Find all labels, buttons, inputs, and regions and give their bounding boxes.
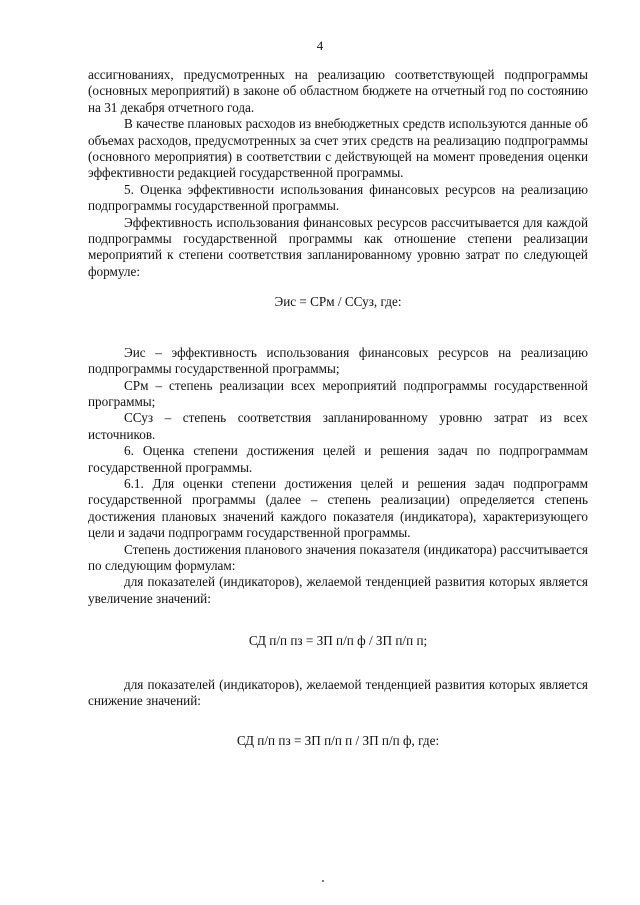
page-number: 4 (316, 38, 324, 53)
scan-speck (322, 880, 324, 882)
paragraph-increase-case: для показателей (индикаторов), желаемой тенденцией развития которых является увеличение значений: (88, 574, 588, 606)
section-5-heading: 5. Оценка эффективности использования финансовых ресурсов на реализацию подпрограммы государственной программы. (88, 181, 588, 214)
paragraph-indicator-achievement: Степень достижения планового значения показателя (индикатора) рассчитывается по следующим формулам: (88, 541, 588, 573)
formula-decrease: СД п/п пз = ЗП п/п п / ЗП п/п ф, где: (236, 733, 440, 749)
paragraph-efficiency-definition: Эффективность использования финансовых ресурсов рассчитывается для каждой подпрограммы государственной программы как отношение степени реализации мероприятий к степени соответствия запланированному уровню затрат по следующей формуле: (88, 214, 588, 279)
formula-efficiency: Эис = СРм / ССуз, где: (274, 294, 402, 310)
paragraph-decrease-case: для показателей (индикаторов), желаемой тенденцией развития которых является снижение значений: (88, 676, 588, 708)
section-6-1: 6.1. Для оценки степени достижения целей и решения задач подпрограмм государственной программы (далее – степень реализации) определяется степень достижения плановых значений каждого показателя (индикатора), характеризующего цели и задачи подпрограмм государственной программы. (88, 475, 588, 541)
paragraph-extrabudgetary: В качестве плановых расходов из внебюджетных средств используются данные об объемах расходов, предусмотренных за счет этих средств на реализацию подпрограммы (основного мероприятия) в соответствии с действующей на момент проведения оценки эффективности редакцией государственной программы. (88, 116, 588, 181)
definition-eis: Эис – эффективность использования финансовых ресурсов на реализацию подпрограммы государственной программы; (88, 344, 588, 377)
section-6-heading: 6. Оценка степени достижения целей и решения задач по подпрограммам государственной программы. (88, 443, 588, 475)
paragraph-continuation: ассигнованиях, предусмотренных на реализацию соответствующей подпрограммы (основных мероприятий) в законе об областном бюджете на отчетный год по состоянию на 31 декабря отчетного года. (88, 67, 588, 115)
definition-srm: СРм – степень реализации всех мероприятий подпрограммы государственной программы; (88, 377, 588, 409)
document-body (88, 67, 588, 750)
formula-increase: СД п/п пз = ЗП п/п ф / ЗП п/п п; (248, 633, 428, 649)
definition-ssuz: ССуз – степень соответствия запланированному уровню затрат из всех источников. (88, 410, 588, 442)
